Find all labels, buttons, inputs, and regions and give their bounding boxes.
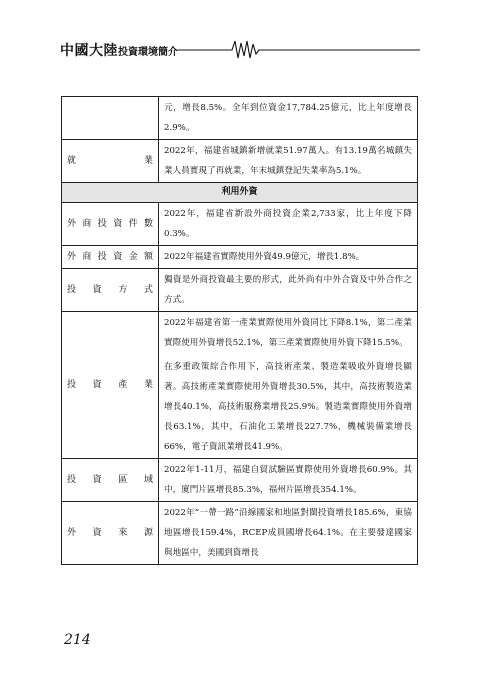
row-content [159, 459, 418, 502]
row-label: 投資方式 [62, 269, 159, 312]
running-header [60, 38, 420, 60]
section-title: 利用外資 [62, 183, 418, 203]
row-content [159, 97, 418, 140]
table-row [62, 140, 418, 183]
table-row [62, 203, 418, 246]
row-content [159, 246, 418, 269]
row-content [159, 269, 418, 312]
row-paragraph: 2022年，福建省新設外商投資企業2,733家，比上年度下降0.3%。 [164, 209, 412, 239]
table-row [62, 502, 418, 565]
row-paragraph: 2022年，福建省城鎮新增就業51.97萬人。有13.19萬名城鎮失業人員實現了再就業，年末城鎮登記失業率為5.1%。 [164, 146, 412, 176]
row-label: 就業 [62, 140, 159, 183]
investment-table [61, 96, 418, 565]
row-label: 投資區域 [62, 459, 159, 502]
row-label: 外資來源 [62, 502, 159, 565]
row-label: 外商投資金額 [62, 246, 159, 269]
row-content [159, 502, 418, 565]
row-paragraph: 元，增長8.5%。全年到位資金17,784.25億元，比上年度增長2.9%。 [164, 103, 412, 133]
table-row [62, 246, 418, 269]
row-label: 投資產業 [62, 312, 159, 459]
section-row [62, 183, 418, 203]
header-title [60, 40, 178, 60]
row-content [159, 312, 418, 459]
header-title-large: 中國大陸 [60, 43, 118, 59]
row-paragraph: 2022年1-11月，福建自貿試驗區實際使用外資增長60.9%。其中，廈門片區增長85.3%，福州片區增長354.1%。 [164, 465, 412, 495]
table-row [62, 97, 418, 140]
row-content [159, 140, 418, 183]
row-paragraph: 2022年福建省實際使用外資49.9億元，增長1.8%。 [164, 252, 365, 262]
header-title-small: 投資環境簡介 [118, 47, 178, 58]
table-row [62, 269, 418, 312]
table-row [62, 312, 418, 459]
row-content [159, 203, 418, 246]
row-label [62, 97, 159, 140]
row-paragraph: 2022年福建省第一產業實際使用外資同比下降8.1%，第二產業實際使用外資增長52.1%，第三產業實際使用外資下降15.5%。 [164, 318, 412, 348]
row-paragraph: 獨資是外商投資最主要的形式，此外尚有中外合資及中外合作之方式。 [164, 275, 412, 305]
row-paragraph: 2022年“一帶一路”沿線國家和地區對閩投資增長185.6%，東協地區增長159.4%，RCEP成員國增長64.1%。在主要發達國家與地區中，美國到資增長 [164, 508, 412, 558]
table-row [62, 459, 418, 502]
row-paragraph: 在多重政策綜合作用下，高技術產業、製造業吸收外資增長顯著。高技術產業實際使用外資增長30.5%，其中，高技術製造業增長40.1%，高技術服務業增長25.9%。製造業實際使用外資增長63.1%，其中，石油化工業增長227.7%，機械裝備業增長66%，電子資訊業增長41.9%。 [164, 362, 412, 452]
row-label: 外商投資件數 [62, 203, 159, 246]
page-number: 214 [64, 632, 91, 648]
